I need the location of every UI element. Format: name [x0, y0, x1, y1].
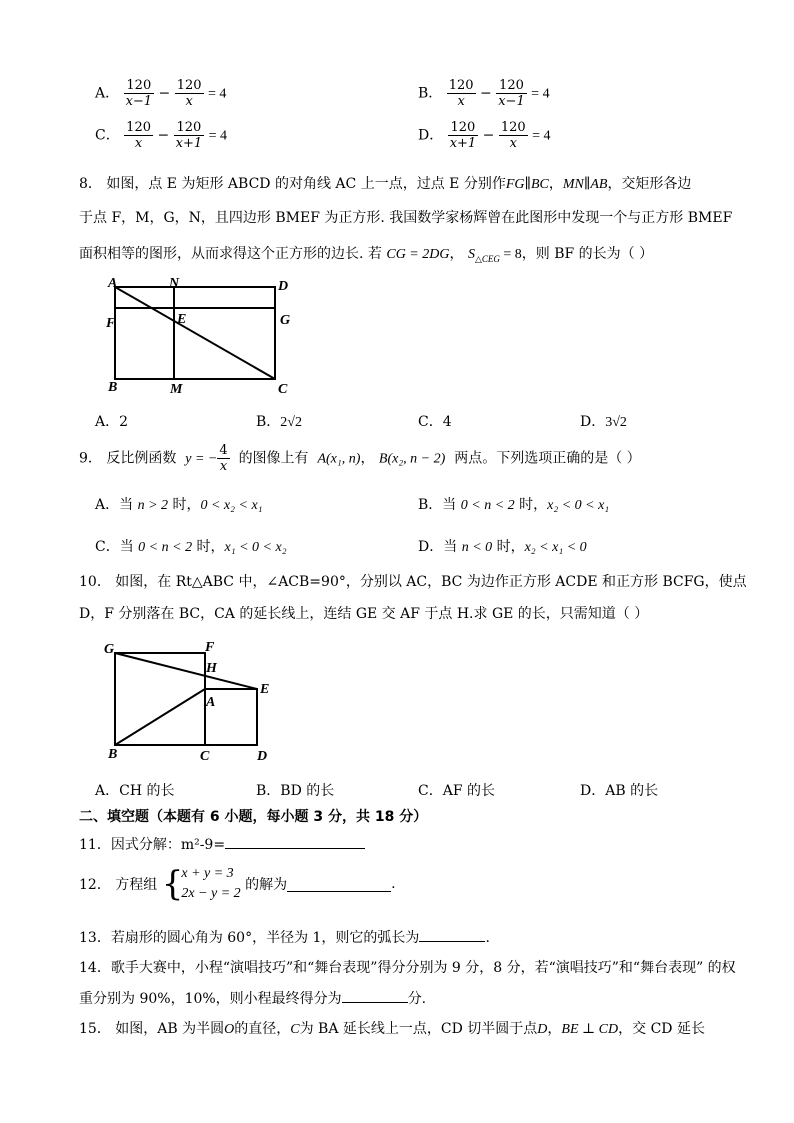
label-C: C [200, 749, 210, 764]
q8-stem-line1: 8． 如图，点 E 为矩形 ABCD 的对角线 AC 上一点，过点 E 分别作FG∥BC，MN∥AB，交矩形各边 [79, 176, 692, 192]
q7-option-d[interactable]: D． $\frac{120}{x+1}$ − $\frac{120}{x}$ = 4 [418, 120, 551, 151]
label-E: E [260, 682, 270, 697]
q13: 13．若扇形的圆心角为 60°，半径为 1，则它的弧长为 . [79, 927, 490, 947]
q10-stem-line2: D，F 分别落在 BC，CA 的延长线上，连结 GE 交 AF 于点 H.求 GE 的长，只需知道（ ） [79, 606, 649, 622]
q9-option-b[interactable]: B．当 0 < n < 2 时，x₂ < 0 < x₁ [418, 497, 610, 513]
q9-option-a[interactable]: A．当 n > 2 时，0 < x₂ < x₁ [95, 497, 263, 513]
q7-option-c[interactable]: C． $\frac{120}{x}$ − $\frac{120}{x+1}$ = 4 [95, 120, 227, 151]
label-A: A [108, 276, 118, 291]
option-letter: B． [418, 85, 443, 102]
label-H: H [206, 661, 217, 676]
q10-option-a[interactable]: A．CH 的长 [95, 783, 175, 799]
section-title: 二、填空题（本题有 6 小题，每小题 3 分，共 18 分） [79, 809, 428, 825]
label-G: G [104, 642, 115, 657]
q12-answer-blank[interactable] [287, 877, 391, 892]
option-letter: D． [418, 127, 444, 144]
q11-answer-blank[interactable] [225, 834, 365, 849]
q11: 11．因式分解：m²-9= [79, 834, 365, 854]
label-D: D [278, 279, 289, 294]
option-letter: A． [95, 85, 120, 102]
q8-option-b[interactable]: B．2√2 [256, 414, 302, 430]
q10-stem-line1: 10． 如图，在 Rt△ABC 中，∠ACB=90°，分别以 AC，BC 为边作正方形 ACDE 和正方形 BCFG，使点 [79, 574, 747, 590]
q8-option-a[interactable]: A．2 [95, 414, 129, 430]
q10-option-c[interactable]: C．AF 的长 [418, 783, 495, 799]
q15-line1: 15． 如图，AB 为半圆O的直径，C为 BA 延长线上一点，CD 切半圆于点D，BE ⊥ CD，交 CD 延长 [79, 1021, 705, 1037]
q7-option-b[interactable]: B． $\frac{120}{x}$ − $\frac{120}{x-1}$ = 4 [418, 78, 550, 109]
label-B: B [108, 747, 118, 762]
q8-option-d[interactable]: D．3√2 [580, 414, 627, 430]
label-D: D [257, 749, 268, 764]
q10-option-d[interactable]: D．AB 的长 [580, 783, 659, 799]
option-letter: C． [95, 127, 120, 144]
q13-answer-blank[interactable] [419, 927, 485, 942]
label-F: F [205, 640, 215, 655]
q12: 12． 方程组 { x + y = 3 2x − y = 2 的解为 . [79, 864, 396, 904]
q9-option-d[interactable]: D．当 n < 0 时，x₂ < x₁ < 0 [418, 539, 587, 555]
q8-stem-line2: 于点 F，M，G，N，且四边形 BMEF 为正方形. 我国数学家杨辉曾在此图形中发现一个与正方形 BMEF [79, 210, 733, 226]
q9-stem: 9． 反比例函数 y = − $\frac{4}{x}$ 的图像上有 A(x₁, n)， B(x₂, n − 2) 两点。下列选项正确的是（ ） [79, 443, 641, 474]
q8-figure-rectangle [100, 272, 310, 400]
label-N: N [169, 276, 180, 291]
label-B: B [108, 380, 118, 395]
q8-option-c[interactable]: C．4 [418, 414, 452, 430]
q14-answer-blank[interactable] [342, 988, 408, 1003]
label-C: C [278, 382, 288, 397]
q14-line1: 14．歌手大赛中，小程“演唱技巧”和“舞台表现”得分分别为 9 分，8 分，若“演唱技巧”和“舞台表现” 的权 [79, 960, 736, 976]
label-M: M [170, 382, 183, 397]
q7-option-a[interactable]: A． $\frac{120}{x-1}$ − $\frac{120}{x}$ = 4 [95, 78, 227, 109]
q9-option-c[interactable]: C．当 0 < n < 2 时，x₁ < 0 < x₂ [95, 539, 287, 555]
label-E: E [177, 312, 187, 327]
label-F: F [106, 316, 116, 331]
q10-option-b[interactable]: B．BD 的长 [256, 783, 335, 799]
q10-figure-squares [100, 636, 290, 768]
label-G: G [280, 313, 291, 328]
q8-stem-line3: 面积相等的图形，从而求得这个正方形的边长. 若 CG = 2DG， $S_{\triangle CEG} = 8$，则 BF 的长为（ ） [79, 246, 654, 264]
label-A: A [206, 695, 216, 710]
q14-line2: 重分别为 90%，10%，则小程最终得分为 分. [79, 988, 426, 1008]
